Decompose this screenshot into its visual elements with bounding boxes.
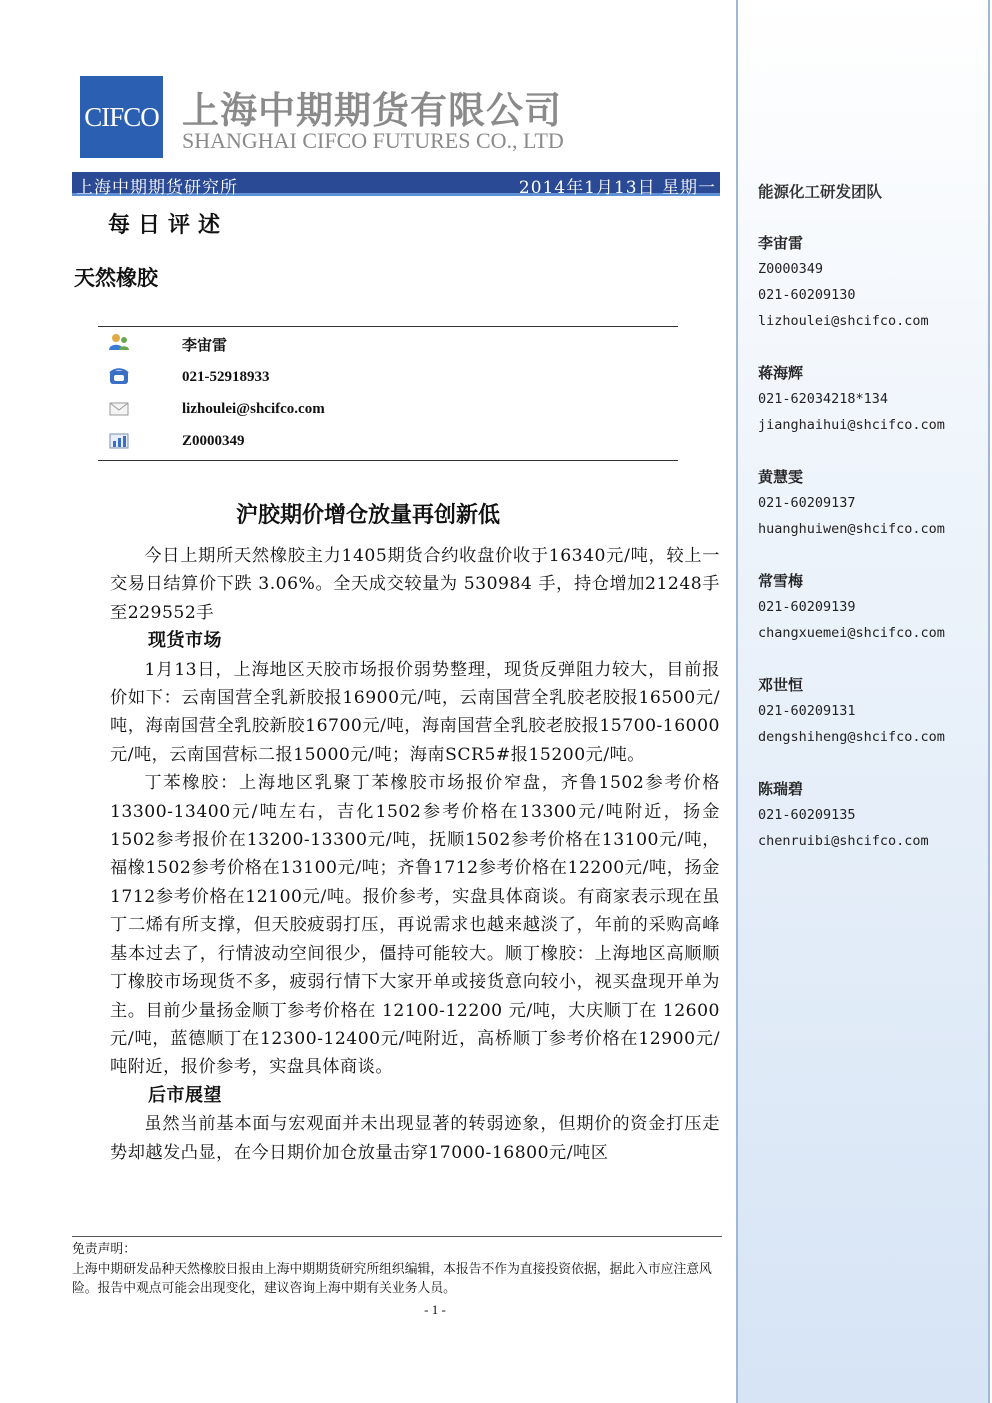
member-name: 陈瑞碧 — [758, 780, 804, 798]
team-member — [758, 360, 978, 438]
member-phone: 021-60209130 — [758, 287, 856, 303]
member-name: 蒋海辉 — [758, 364, 804, 382]
member-email: changxuemei@shcifco.com — [758, 625, 945, 641]
member-email: dengshiheng@shcifco.com — [758, 729, 945, 745]
phone-icon — [108, 368, 130, 386]
report-date: 2014年1月13日 星期一 — [518, 178, 716, 198]
institute-name: 上海中期期货研究所 — [76, 178, 238, 198]
sidebar-team-title: 能源化工研发团队 — [758, 183, 883, 201]
contact-license: Z0000349 — [182, 433, 245, 449]
member-license: Z0000349 — [758, 261, 824, 277]
category-title: 天然橡胶 — [74, 265, 158, 290]
member-name: 邓世恒 — [758, 676, 804, 694]
company-name-cn: 上海中期期货有限公司 — [182, 89, 562, 132]
contact-name: 李宙雷 — [182, 336, 228, 354]
team-member — [758, 464, 978, 542]
contact-phone: 021-52918933 — [182, 369, 270, 385]
article-title: 沪胶期价增仓放量再创新低 — [235, 502, 500, 528]
section-label: 每日评述 — [108, 212, 229, 238]
company-logo — [80, 76, 163, 158]
member-phone: 021-60209131 — [758, 703, 856, 719]
member-email: jianghaihui@shcifco.com — [758, 417, 945, 433]
person-icon — [108, 333, 130, 351]
paragraph-spot-prices: 1月13日，上海地区天胶市场报价弱势整理，现货反弹阻力较大，目前报价如下：云南国营全乳新胶报16900元/吨，云南国营全乳胶老胶报16500元/吨，海南国营全乳胶新胶16700元/吨，海南国营全乳胶老胶报15700-16000元/吨，云南国营标二报15000元/吨；海南SCR5#报15200元/吨。 — [110, 659, 720, 765]
contact-email: lizhoulei@shcifco.com — [182, 401, 325, 417]
page-number: - 1 - — [424, 1302, 446, 1317]
article-body — [110, 542, 720, 1167]
disclaimer-text: 上海中期研发品种天然橡胶日报由上海中期期货研究所组织编辑，本报告不作为直接投资依据，据此入市应注意风险。报告中观点可能会出现变化，建议咨询上海中期有关业务人员。 — [72, 1261, 712, 1296]
disclaimer-rule — [72, 1236, 722, 1237]
member-name: 李宙雷 — [758, 234, 804, 252]
member-name: 常雪梅 — [758, 572, 804, 590]
company-name-en: SHANGHAI CIFCO FUTURES CO., LTD — [182, 128, 564, 153]
header-bar — [72, 172, 720, 196]
member-phone: 021-62034218*134 — [758, 391, 889, 407]
paragraph-outlook: 虽然当前基本面与宏观面并未出现显著的转弱迹象，但期价的资金打压走势却越发凸显，在今日期价加仓放量击穿17000-16800元/吨区 — [110, 1114, 720, 1163]
team-member — [758, 230, 978, 334]
team-member — [758, 776, 978, 854]
member-email: huanghuiwen@shcifco.com — [758, 521, 945, 537]
disclaimer-label: 免责声明： — [72, 1242, 136, 1257]
paragraph-synthetic-rubber: 丁苯橡胶：上海地区乳聚丁苯橡胶市场报价窄盘，齐鲁1502参考价格13300-13400元/吨左右，吉化1502参考价格在13300元/吨附近，扬金1502参考报价在13200-13300元/吨，抚顺1502参考价格在13100元/吨，福橡1502参考价格在13100元/吨；齐鲁1712参考价格在12200元/吨，扬金1712参考价格在12100元/吨。报价参考，实盘具体商谈。有商家表示现在虽丁二烯有所支撑，但天胶疲弱打压，再说需求也越来越淡了，年前的采购高峰基本过去了，行情波动空间很少，僵持可能较大。顺丁橡胶：上海地区高顺顺丁橡胶市场现货不多，疲弱行情下大家开单或接货意向较小，视买盘现开单为主。目前少量扬金顺丁参考价格在 12100-12200 元/吨，大庆顺丁在 12600 元/吨，蓝德顺丁在12300-12400元/吨附近，高桥顺丁参考价格在12900元/吨附近，报价参考，实盘具体商谈。 — [110, 773, 720, 1078]
member-name: 黄慧雯 — [758, 468, 804, 486]
paragraph-summary: 今日上期所天然橡胶主力1405期货合约收盘价收于16340元/吨，较上一交易日结算价下跌 3.06%。全天成交较量为 530984 手，持仓增加21248手至229552手 — [110, 546, 720, 623]
logo-mark: CIFCO — [84, 102, 159, 132]
envelope-icon — [108, 400, 130, 418]
heading-outlook: 后市展望 — [148, 1084, 222, 1106]
member-phone: 021-60209139 — [758, 599, 856, 615]
contact-bottom-rule — [98, 460, 678, 461]
member-phone: 021-60209135 — [758, 807, 856, 823]
team-member — [758, 672, 978, 750]
member-phone: 021-60209137 — [758, 495, 856, 511]
member-email: chenruibi@shcifco.com — [758, 833, 929, 849]
chart-icon — [108, 432, 130, 450]
member-email: lizhoulei@shcifco.com — [758, 313, 929, 329]
heading-spot-market: 现货市场 — [148, 630, 222, 652]
disclaimer — [72, 1240, 722, 1299]
contact-top-rule — [98, 326, 678, 327]
team-member — [758, 568, 978, 646]
